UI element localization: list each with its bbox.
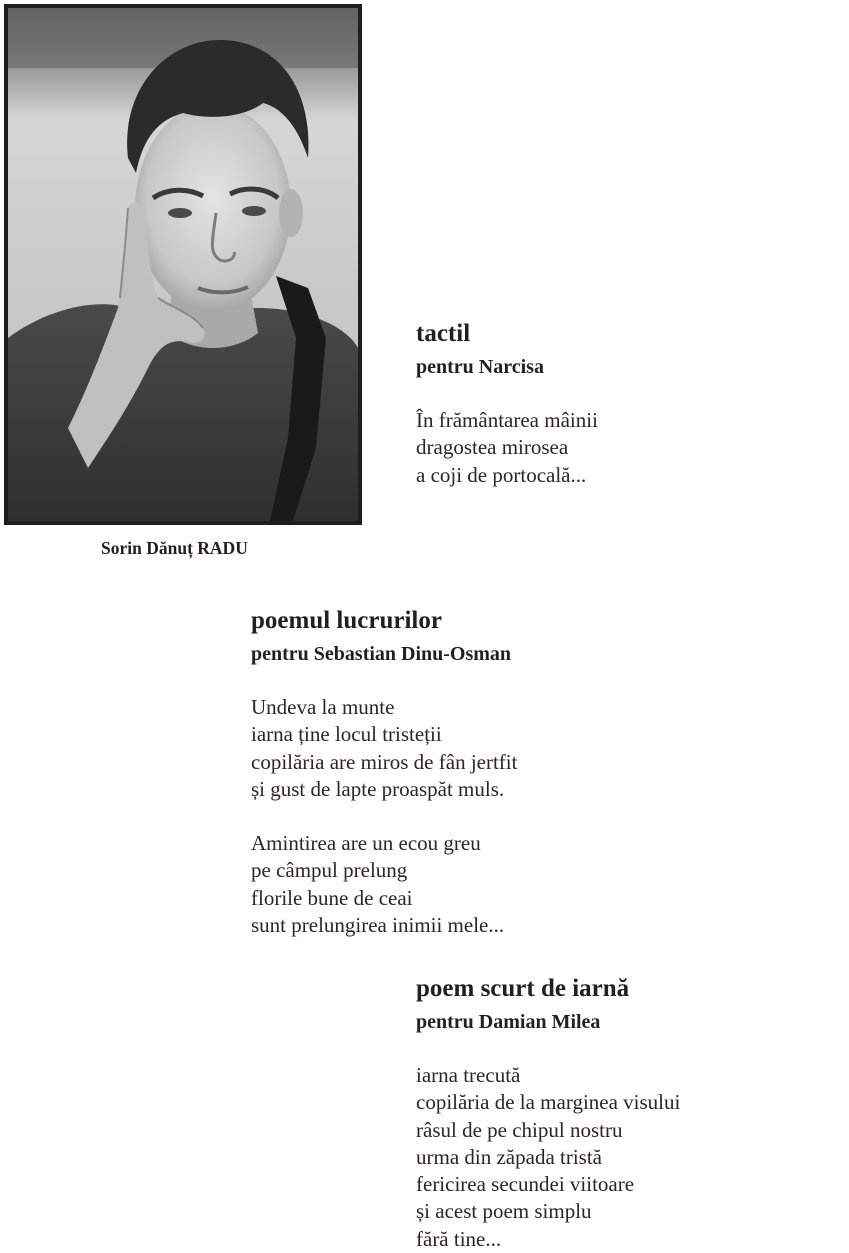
poem-line: fericirea secundei viitoare <box>416 1172 635 1197</box>
poem-line: Undeva la munte <box>251 695 395 719</box>
poem-dedication: pentru Narcisa <box>416 356 544 378</box>
poem-title: tactil <box>416 320 471 347</box>
poem-tactil <box>416 319 598 489</box>
poem-line: a coji de portocală... <box>416 462 587 487</box>
poem-stanza <box>416 1062 680 1253</box>
poem-line: Amintirea are un ecou greu <box>251 831 481 856</box>
poem-line: florile bune de ceai <box>251 885 413 910</box>
poem-title: poem scurt de iarnă <box>416 975 630 1002</box>
poem-line: râsul de pe chipul nostru <box>416 1117 623 1142</box>
poem-line: copilăria are miros de fân jertfit <box>251 749 518 774</box>
poem-line: și acest poem simplu <box>416 1199 592 1224</box>
poem-line: În frământarea mâinii <box>416 408 598 432</box>
poem-line: și gust de lapte proaspăt muls. <box>251 776 505 801</box>
author-photo <box>4 4 362 525</box>
poem-dedication: pentru Damian Milea <box>416 1011 601 1033</box>
poem-line: iarna ține locul tristeții <box>251 722 442 747</box>
poem-line: iarna trecută <box>416 1063 521 1087</box>
poem-line: copilăria de la marginea visului <box>416 1090 681 1115</box>
poem-stanza <box>416 407 598 489</box>
poem-title: poemul lucrurilor <box>251 607 442 634</box>
poem-line: dragostea mirosea <box>416 435 569 460</box>
poem-line: sunt prelungirea inimii mele... <box>251 913 505 938</box>
poem-line: fără tine... <box>416 1226 502 1251</box>
poem-dedication: pentru Sebastian Dinu-Osman <box>251 643 512 665</box>
poem-scurt-de-iarna <box>416 974 680 1253</box>
author-name-caption: Sorin Dănuț RADU <box>101 538 248 558</box>
poem-line: urma din zăpada tristă <box>416 1144 603 1169</box>
poem-stanza <box>251 694 517 803</box>
poem-line: pe câmpul prelung <box>251 858 408 883</box>
author-portrait-image <box>8 8 358 521</box>
poem-stanza <box>251 830 517 939</box>
poem-lucrurilor <box>251 606 517 939</box>
